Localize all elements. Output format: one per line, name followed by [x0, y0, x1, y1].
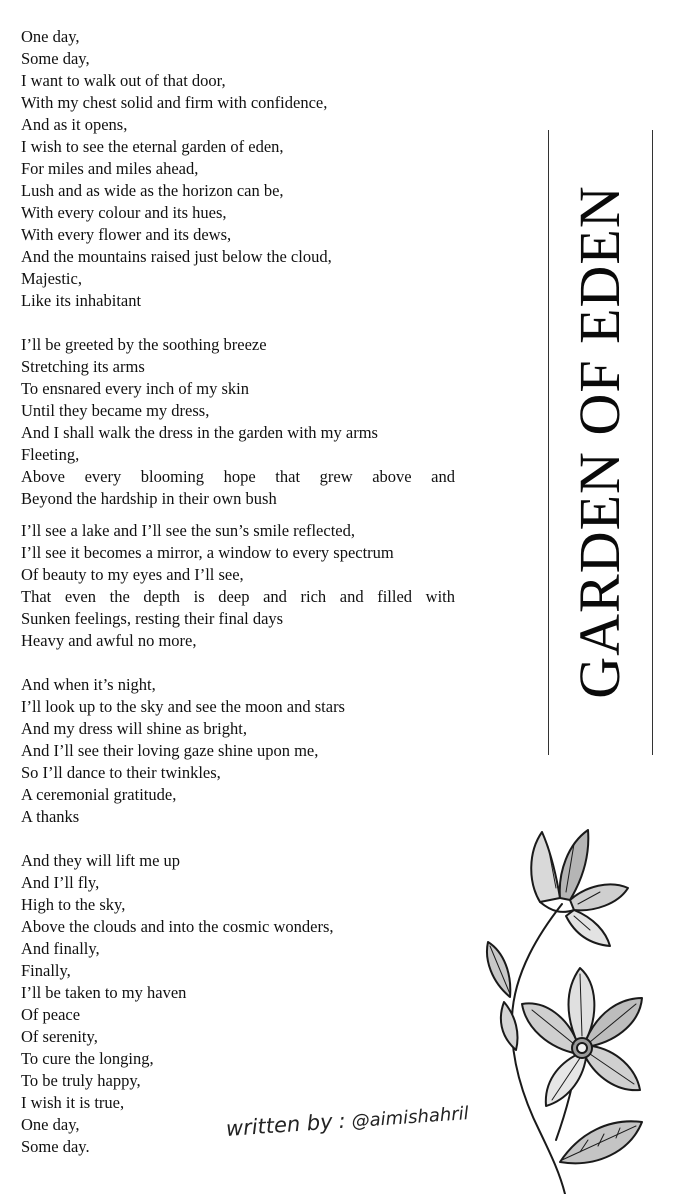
flower-sketch-icon: [470, 822, 670, 1194]
poem-line: To be truly happy,: [21, 1071, 141, 1090]
poem-line: Of serenity,: [21, 1027, 98, 1046]
title-block: [548, 130, 654, 755]
poem-line: Of peace: [21, 1005, 81, 1024]
poem-line: Sunken feelings, resting their final days: [21, 609, 284, 628]
poem-line: That even the depth is deep and rich and filled with: [21, 587, 455, 606]
poem-line: Above the clouds and into the cosmic wonders,: [21, 917, 334, 936]
poem-line: For miles and miles ahead,: [21, 159, 199, 178]
poem-line: Some day.: [21, 1137, 90, 1156]
poem-line: And my dress will shine as bright,: [21, 719, 247, 738]
poem-line: Lush and as wide as the horizon can be,: [21, 181, 284, 200]
poem-line: And when it’s night,: [21, 675, 156, 694]
poem-line: I wish to see the eternal garden of eden,: [21, 137, 284, 156]
poem-stanza-3: [21, 520, 461, 652]
poem-line: Until they became my dress,: [21, 401, 210, 420]
poem-line: So I’ll dance to their twinkles,: [21, 763, 221, 782]
poem-line: To cure the longing,: [21, 1049, 154, 1068]
poem-line: Heavy and awful no more,: [21, 631, 197, 650]
poem-line: With my chest solid and firm with confidence,: [21, 93, 328, 112]
poem-line: Above every blooming hope that grew above and: [21, 467, 455, 486]
poem-line: Finally,: [21, 961, 71, 980]
poem-line: I’ll be greeted by the soothing breeze: [21, 335, 267, 354]
poem-line: Of beauty to my eyes and I’ll see,: [21, 565, 244, 584]
title-divider-left: [548, 130, 549, 755]
poem-line: I’ll look up to the sky and see the moon and stars: [21, 697, 345, 716]
poem-line: A ceremonial gratitude,: [21, 785, 177, 804]
poem-line: I’ll see it becomes a mirror, a window to every spectrum: [21, 543, 394, 562]
poem-line: I want to walk out of that door,: [21, 71, 226, 90]
poem-line: And I shall walk the dress in the garden with my arms: [21, 423, 378, 442]
poem-line: And finally,: [21, 939, 100, 958]
poem-line: And I’ll fly,: [21, 873, 100, 892]
poem-line: And I’ll see their loving gaze shine upon me,: [21, 741, 319, 760]
poem-line: Stretching its arms: [21, 357, 145, 376]
signature-separator: :: [337, 1108, 347, 1134]
poem-line: Beyond the hardship in their own bush: [21, 489, 277, 508]
poem-line: And as it opens,: [21, 115, 128, 134]
author-handle: @aimishahril: [350, 1103, 470, 1133]
title-divider-right: [652, 130, 653, 755]
poem-line: Majestic,: [21, 269, 82, 288]
poem-line: With every flower and its dews,: [21, 225, 232, 244]
poem-line: Some day,: [21, 49, 90, 68]
poem-line: A thanks: [21, 807, 80, 826]
signature-prefix: written by: [225, 1109, 334, 1141]
poem-line: With every colour and its hues,: [21, 203, 227, 222]
poem-title: GARDEN OF EDEN: [567, 185, 632, 699]
poem-line: I wish it is true,: [21, 1093, 125, 1112]
poem-stanza-1: [21, 26, 461, 312]
poem-line: I’ll see a lake and I’ll see the sun’s smile reflected,: [21, 521, 355, 540]
poem-line: Like its inhabitant: [21, 291, 142, 310]
poem-line: And they will lift me up: [21, 851, 181, 870]
poem-stanza-4: [21, 674, 461, 828]
poem-line: I’ll be taken to my haven: [21, 983, 187, 1002]
poem-line: And the mountains raised just below the cloud,: [21, 247, 332, 266]
poem-stanza-2: [21, 334, 461, 510]
poem-body: [21, 26, 461, 1158]
poem-line: Fleeting,: [21, 445, 80, 464]
poem-line: To ensnared every inch of my skin: [21, 379, 249, 398]
poem-line: High to the sky,: [21, 895, 126, 914]
poem-line: One day,: [21, 1115, 80, 1134]
poem-line: One day,: [21, 27, 80, 46]
